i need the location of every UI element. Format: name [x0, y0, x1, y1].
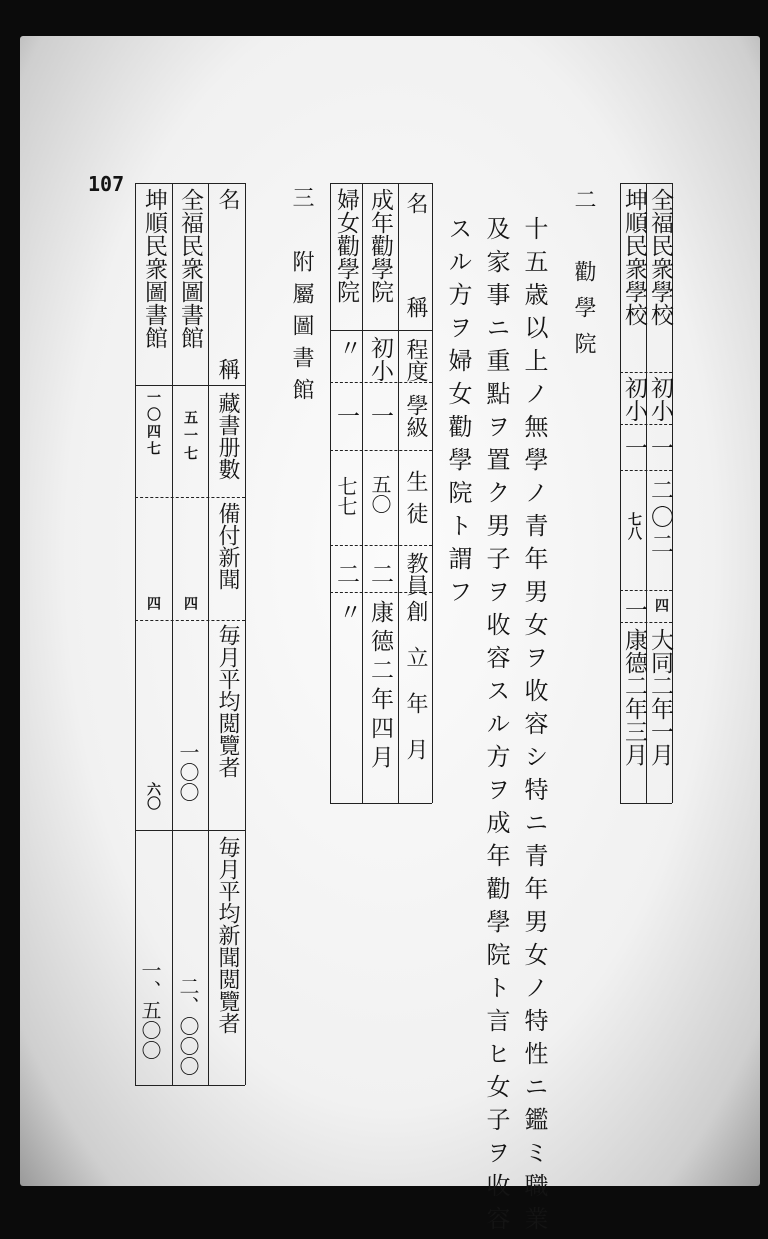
kangakuin-classes: 一 [333, 404, 359, 427]
library-monthly-readers: 六〇 [145, 782, 161, 810]
library-books: 五一七 [182, 410, 198, 464]
school-level: 初小 [647, 376, 673, 422]
school-name: 全福民衆學校 [647, 188, 673, 326]
library-newspapers: 四 [145, 596, 161, 610]
kangakuin-name: 成年勸學院 [367, 188, 393, 303]
library-monthly-readers: 一〇〇 [176, 742, 200, 802]
library-newspapers: 四 [182, 596, 198, 610]
col-header-name: 名 [215, 188, 240, 210]
col-header-students: 生徒 [403, 470, 428, 534]
library-books: 一〇四七 [145, 390, 161, 458]
col-header-classes: 學級 [403, 394, 428, 438]
library-name: 坤順民衆圖書館 [141, 188, 167, 349]
kangakuin-teachers: 二 [333, 562, 359, 585]
body-text-line: 及家事ニ重點ヲ置ク男子ヲ收容スル方ヲ成年勸學院ト言ヒ女子ヲ收容 [482, 216, 510, 1239]
kangakuin-students: 五〇 [368, 474, 392, 514]
school-students: 七八 [626, 512, 642, 540]
school-teachers: 一 [621, 598, 647, 621]
body-text-line: スル方ヲ婦女勸學院ト謂フ [444, 216, 472, 612]
kangakuin-teachers: 二 [367, 562, 393, 585]
school-founded: 大同二年一月 [647, 628, 673, 766]
kangakuin-founded: 〃 [335, 600, 361, 623]
col-header-books: 藏書册數 [215, 392, 240, 480]
section-heading-library: 三 附屬圖書館 [289, 186, 314, 410]
col-header-founded: 創立年月 [403, 600, 428, 784]
kangakuin-level: 〃 [335, 336, 361, 359]
school-classes: 一 [621, 436, 647, 459]
col-header-name: 名 [403, 192, 428, 214]
kangakuin-classes: 一 [367, 404, 393, 427]
school-classes: 一 [647, 436, 673, 459]
school-level: 初小 [621, 376, 647, 422]
section-heading-kangakuin: 二 勸學院 [571, 188, 596, 368]
kangakuin-name: 婦女勸學院 [333, 188, 359, 303]
library-news-readers: 二、〇〇〇 [176, 976, 200, 1076]
col-header-name-2: 稱 [215, 358, 240, 380]
school-teachers: 四 [653, 598, 669, 612]
col-header-teachers: 教員 [403, 552, 428, 596]
kangakuin-students: 七七 [334, 476, 358, 516]
library-name: 全福民衆圖書館 [177, 188, 203, 349]
body-text-line: 十五歳以上ノ無學ノ青年男女ヲ收容シ特ニ青年男女ノ特性ニ鑑ミ職業 [520, 216, 548, 1239]
kangakuin-level: 初小 [367, 336, 393, 382]
col-header-news-readers: 毎月平均新聞閲覽者 [215, 836, 240, 1034]
col-header-name-2: 稱 [403, 296, 428, 318]
page-number: 107 [88, 172, 125, 196]
col-header-level: 程度 [403, 338, 428, 382]
school-students: 二〇二 [647, 478, 673, 559]
col-header-newspapers: 備付新聞 [215, 502, 240, 590]
col-header-monthly-readers: 毎月平均閲覽者 [215, 624, 240, 778]
school-founded: 康德二年三月 [621, 628, 647, 766]
library-news-readers: 一、五〇〇 [138, 960, 162, 1060]
kangakuin-founded: 康德二年四月 [367, 600, 393, 774]
school-name: 坤順民衆學校 [621, 188, 647, 326]
